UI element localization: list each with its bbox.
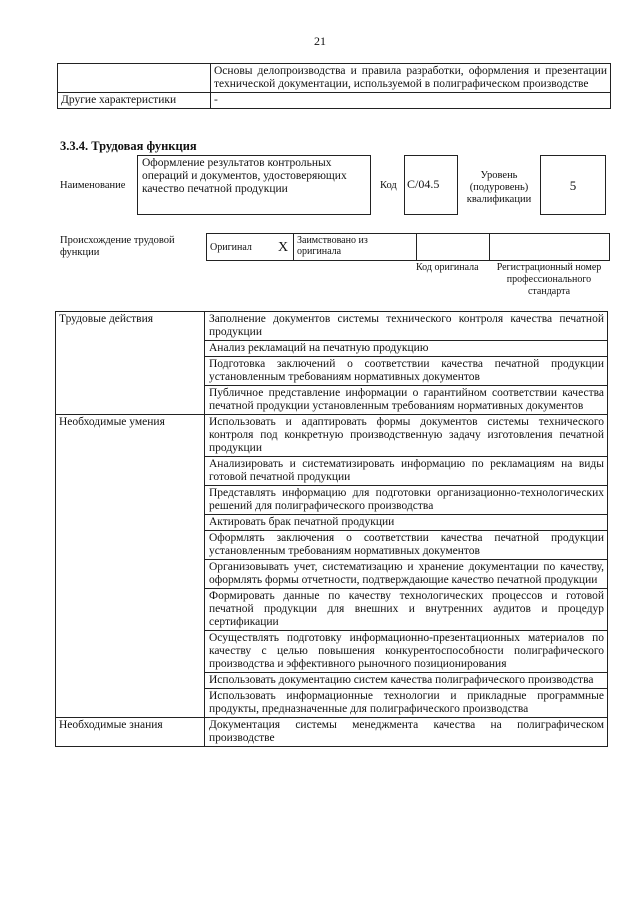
knowledge-item: Основы делопроизводства и правила разработки, оформления и презентации технической документации, используемой в полиграфическом производстве [211, 64, 611, 93]
code-label: Код [380, 180, 397, 191]
section-title: 3.3.4. Трудовая функция [60, 139, 197, 153]
reg-number-cell [490, 234, 610, 261]
reg-number-label: Регистрационный номер профессионального стандарта [496, 262, 602, 297]
page-number: 21 [314, 34, 326, 48]
original-code-label: Код оригинала [416, 262, 479, 273]
skill-item: Актировать брак печатной продукции [205, 515, 608, 531]
skill-item: Использовать и адаптировать формы документов системы технического контроля под конкретную производственную задачу изготовления печатной продукции [205, 415, 608, 457]
skill-item: Использовать информационные технологии и прикладные программные продукты, предназначенные для полиграфического производства [205, 689, 608, 718]
name-label: Наименование [60, 180, 126, 191]
original-label: Оригинал [207, 234, 274, 261]
labor-actions-label: Трудовые действия [56, 312, 205, 415]
function-table [55, 311, 608, 747]
labor-action-item: Заполнение документов системы технического контроля качества печатной продукции [205, 312, 608, 341]
original-code-cell [417, 234, 490, 261]
knowledge-item: Документация системы менеджмента качества на полиграфическом производстве [205, 718, 608, 747]
level-value-box [540, 155, 606, 215]
skill-item: Представлять информацию для подготовки организационно-технологических решений для полиграфического производства [205, 486, 608, 515]
continuation-table [57, 63, 611, 109]
origin-table [206, 233, 610, 261]
other-characteristics-label: Другие характеристики [58, 93, 211, 109]
name-value-box [137, 155, 371, 215]
knowledge-label: Необходимые знания [56, 718, 205, 747]
skill-item: Организовывать учет, систематизацию и хранение документации по качеству, оформлять формы отчетности, подтверждающие качество печатной продукции [205, 560, 608, 589]
code-value: C/04.5 [407, 177, 440, 191]
labor-action-item: Анализ рекламаций на печатную продукцию [205, 341, 608, 357]
skill-item: Анализировать и систематизировать информацию по рекламациям на виды готовой печатной продукции [205, 457, 608, 486]
skill-item: Осуществлять подготовку информационно-презентационных материалов по качеству с целью повышения конкурентоспособности полиграфического производства и эффективного рыночного позиционирования [205, 631, 608, 673]
level-value: 5 [569, 178, 577, 193]
skill-item: Формировать данные по качеству технологических процессов и готовой печатной продукции для внешних и внутренних аудитов и процедур сертификации [205, 589, 608, 631]
borrowed-label: Заимствовано из оригинала [294, 234, 417, 261]
skill-item: Оформлять заключения о соответствии качества печатной продукции установленным требованиям нормативных документов [205, 531, 608, 560]
code-value-box [404, 155, 458, 215]
skill-item: Использовать документацию систем качества полиграфического производства [205, 673, 608, 689]
other-characteristics-value: - [211, 93, 611, 109]
origin-label: Происхождение трудовой функции [60, 235, 175, 258]
labor-action-item: Публичное представление информации о гарантийном соответствии качества печатной продукции установленным требованиям нормативных документов [205, 386, 608, 415]
labor-action-item: Подготовка заключений о соответствии качества печатной продукции установленным требованиям нормативных документов [205, 357, 608, 386]
name-value: Оформление результатов контрольных операций и документов, удостоверяющих качество печатной продукции [142, 157, 347, 195]
original-mark: X [273, 234, 294, 261]
skills-label: Необходимые умения [56, 415, 205, 718]
level-label: Уровень (подуровень) квалификации [466, 170, 532, 205]
empty-cell [58, 64, 211, 93]
